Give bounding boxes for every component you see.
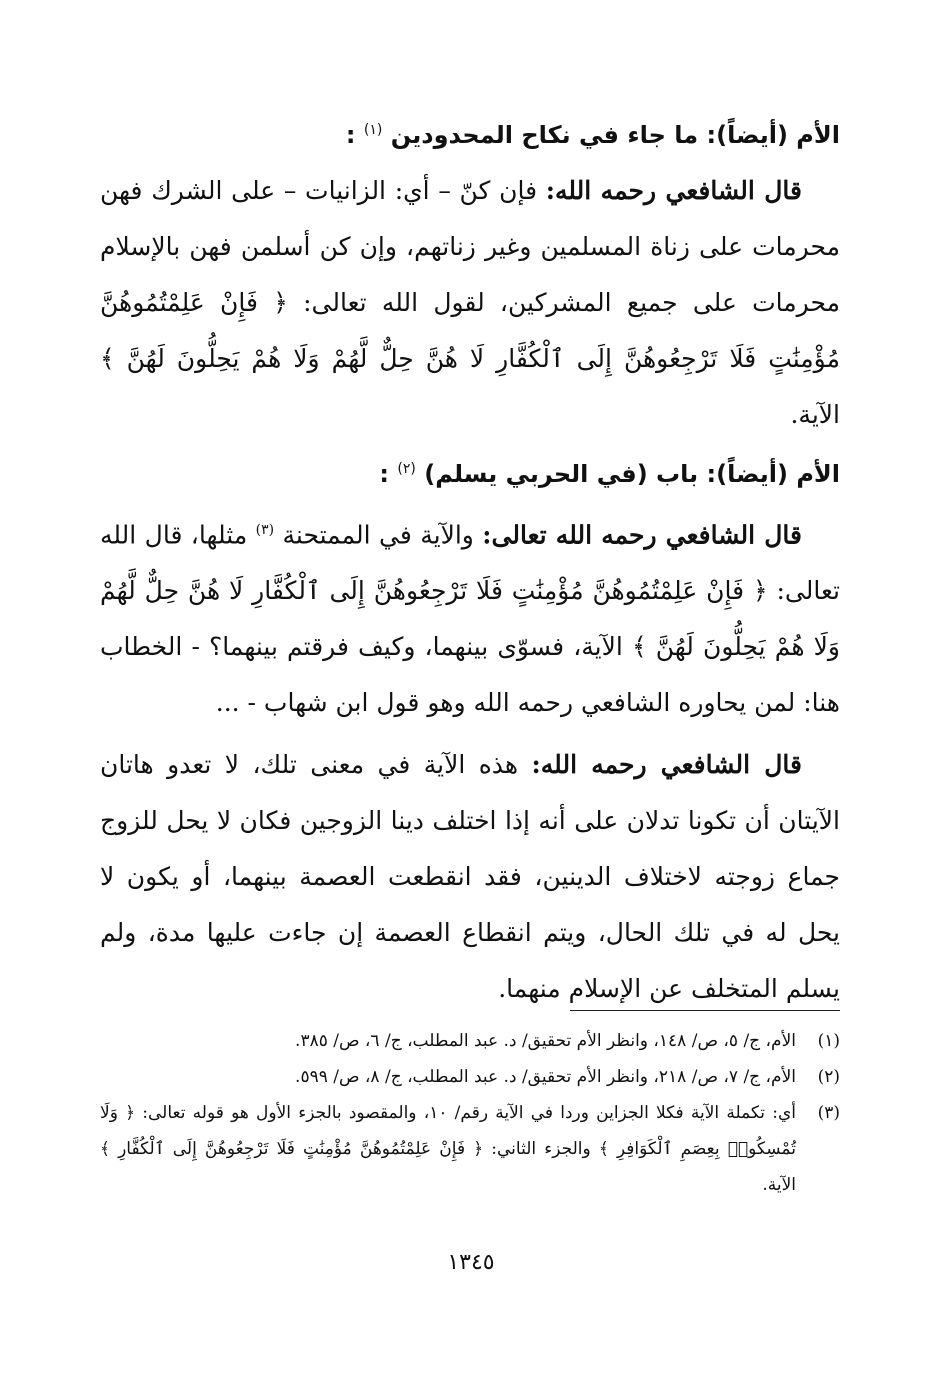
paragraph-2-text-cont: مثلها، قال الله تعالى: — [100, 520, 840, 606]
paragraph-1 — [100, 163, 840, 443]
paragraph-2-text: والآية في الممتحنة — [274, 520, 483, 550]
footnotes — [100, 1010, 840, 1203]
section-heading-1-text: الأم (أيضاً): ما جاء في نكاح المحدودين — [390, 121, 840, 149]
section-heading-1-colon: : — [345, 121, 356, 149]
quran-verse-2: ﴿ فَإِنْ عَلِمْتُمُوهُنَّ مُؤْمِنَٰتٍ فَلَا تَرْجِعُوهُنَّ إِلَى ٱلْكُفَّارِ لَا هُنَّ حِلٌّ لَّهُمْ وَلَا هُمْ يَحِلُّونَ لَهُنَّ ﴾ — [100, 576, 840, 662]
page-number: ١٣٤٥ — [447, 1250, 495, 1275]
quran-verse-1: ﴿ فَإِنْ عَلِمْتُمُوهُنَّ مُؤْمِنَٰتٍ فَلَا تَرْجِعُوهُنَّ إِلَى ٱلْكُفَّارِ لَا هُنَّ حِلٌّ لَّهُمْ وَلَا هُمْ يَحِلُّونَ لَهُنَّ ﴾ — [100, 288, 840, 373]
page-body — [100, 110, 840, 1023]
section-heading-2 — [100, 449, 840, 494]
paragraph-2 — [100, 502, 840, 731]
paragraph-1-tail: الآية. — [790, 400, 840, 429]
footnote-1 — [100, 1023, 840, 1059]
footnote-ref-3[interactable]: (٣) — [255, 522, 275, 538]
section-heading-2-text: الأم (أيضاً): باب (في الحربي يسلم) — [424, 460, 840, 488]
section-heading-2-colon: : — [379, 460, 390, 488]
footnote-3 — [100, 1095, 840, 1203]
speaker-label-3: قال الشافعي رحمه الله: — [531, 750, 802, 780]
footnote-divider — [570, 1010, 840, 1011]
speaker-label-2: قال الشافعي رحمه الله تعالى: — [482, 520, 802, 550]
speaker-label-1: قال الشافعي رحمه الله: — [545, 176, 803, 205]
footnote-1-text: الأم، ج/ ٥، ص/ ١٤٨، وانظر الأم تحقيق/ د. عبد المطلب، ج/ ٦، ص/ ٣٨٥. — [295, 1031, 796, 1051]
footnote-2-number: (٢) — [817, 1067, 840, 1087]
footnote-ref-2[interactable]: (٢) — [397, 461, 416, 477]
paragraph-3 — [100, 737, 840, 1017]
footnote-3-number: (٣) — [817, 1103, 840, 1123]
footnote-3-text: أي: تكملة الآية فكلا الجزاين وردا في الآية رقم/ ١٠، والمقصود بالجزء الأول هو قوله تعالى: ﴿ وَلَا تُمْسِكُوا۟ بِعِصَمِ ٱلْكَوَافِرِ ﴾ والجزء الثاني: ﴿ فَإِنْ عَلِمْتُمُوهُنَّ مُؤْمِنَٰتٍ فَلَا تَرْجِعُوهُنَّ إِلَى ٱلْكُفَّارِ ﴾ الآية. — [100, 1103, 796, 1195]
section-heading-1 — [100, 110, 840, 155]
footnote-2 — [100, 1059, 840, 1095]
paragraph-2-tail: الآية، فسوّى بينهما، وكيف فرقتم بينهما؟ - الخطاب هنا: لمن يحاوره الشافعي رحمه الله وهو قول ابن شهاب - ... — [100, 632, 840, 718]
paragraph-1-text: فإن كنّ – أي: الزانيات – على الشرك فهن محرمات على زناة المسلمين وغير زناتهم، وإن كن أسلمن فهن بالإسلام محرمات على جميع المشركين، لقول الله تعالى: — [100, 176, 840, 317]
footnote-ref-1[interactable]: (١) — [363, 122, 383, 138]
paragraph-3-text: هذه الآية في معنى تلك، لا تعدو هاتان الآيتان أن تكونا تدلان على أنه إذا اختلف دينا الزوجين فكان لا يحل للزوج جماع زوجته لاختلاف الدينين، فقد انقطعت العصمة بينهما، أو يكون لا يحل له في تلك الحال، ويتم انقطاع العصمة إن جاءت عليها مدة، ولم يسلم المتخلف عن الإسلام منهما. — [100, 750, 840, 1004]
footnote-1-number: (١) — [817, 1031, 840, 1051]
footnote-2-text: الأم، ج/ ٧، ص/ ٢١٨، وانظر الأم تحقيق/ د. عبد المطلب، ج/ ٨، ص/ ٥٩٩. — [295, 1067, 796, 1087]
